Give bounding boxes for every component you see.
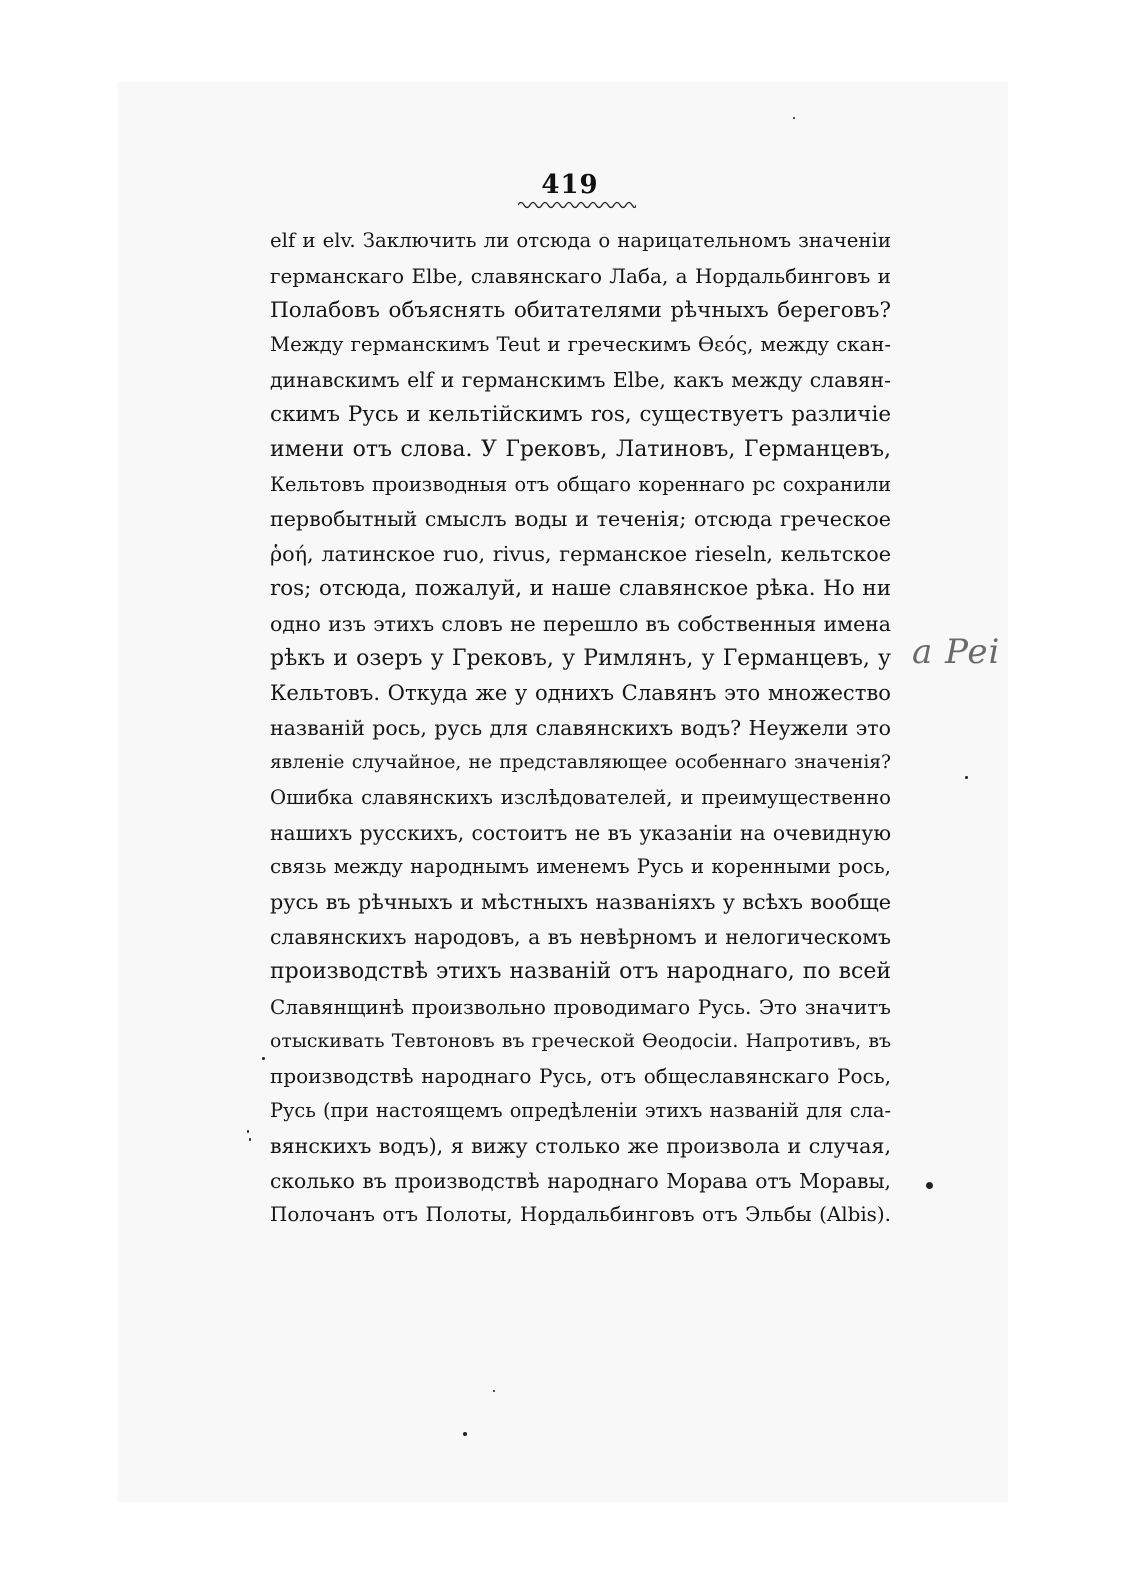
- scan-speck: [262, 1057, 265, 1060]
- text-line: Полабовъ объяснять обитателями рѣчныхъ береговъ?: [270, 297, 891, 323]
- text-line: Кельтовъ производныя отъ общаго кореннаго рс сохранили: [270, 472, 891, 496]
- text-line: elf и elv. Заключить ли отсюда о нарицательномъ значеніи: [270, 229, 891, 252]
- text-line: производствѣ этихъ названій отъ народнаго, по всей: [270, 958, 891, 984]
- body-text: [270, 224, 891, 1233]
- text-line: первобытный смыслъ воды и теченія; отсюда греческое: [270, 507, 891, 532]
- text-line: Кельтовъ. Откуда же у однихъ Славянъ это множество: [270, 680, 891, 706]
- text-line: явленіе случайное, не представляющее особеннаго значенія?: [270, 751, 891, 773]
- text-line: германскаго Elbe, славянскаго Лаба, а Нордальбинговъ и: [270, 263, 891, 288]
- text-line: рѣкъ и озеръ у Грековъ, у Римлянъ, у Германцевъ, у: [270, 645, 891, 671]
- text-line: русь въ рѣчныхъ и мѣстныхъ названіяхъ у всѣхъ вообще: [270, 890, 891, 915]
- scan-speck: [463, 1432, 467, 1436]
- text-line: славянскихъ народовъ, а въ невѣрномъ и нелогическомъ: [270, 924, 891, 949]
- handwritten-margin-note: a Pei: [912, 632, 1001, 672]
- scan-speck: [247, 1130, 249, 1133]
- text-line: отыскивать Тевтоновъ въ греческой Ѳеодосіи. Напротивъ, въ: [270, 1030, 891, 1053]
- text-line: названій рось, русь для славянскихъ водъ? Неужели это: [270, 716, 891, 741]
- scan-speck: [493, 1390, 495, 1392]
- text-line: ros; отсюда, пожалуй, и наше славянское рѣка. Но ни: [270, 575, 891, 601]
- scan-speck: [965, 776, 968, 779]
- scan-speck: [926, 1182, 933, 1189]
- scan-speck: [793, 117, 795, 119]
- text-line: сколько въ производствѣ народнаго Морава отъ Моравы,: [270, 1168, 891, 1193]
- page-number-ornament: [518, 200, 636, 210]
- text-line: Русь (при настоящемъ опредѣленіи этихъ названій для сла-: [270, 1098, 891, 1122]
- text-line: динавскимъ elf и германскимъ Elbe, какъ между славян-: [270, 368, 891, 393]
- text-line: Полочанъ отъ Полоты, Нордальбинговъ отъ Эльбы (Albis).: [270, 1203, 891, 1227]
- text-line: одно изъ этихъ словъ не перешло въ собственныя имена: [270, 611, 891, 636]
- text-line: Между германскимъ Teut и греческимъ Ѳεός, между скан-: [270, 333, 891, 357]
- text-line: ῥοή, латинское ruo, rivus, германское rieseln, кельтское: [270, 542, 891, 567]
- text-line: Ошибка славянскихъ изслѣдователей, и преимущественно: [270, 785, 891, 809]
- text-line: имени отъ слова. У Грековъ, Латиновъ, Германцевъ,: [270, 436, 891, 462]
- text-line: нашихъ русскихъ, состоитъ не въ указаніи на очевидную: [270, 820, 891, 845]
- text-line: производствѣ народнаго Русь, отъ общеславянскаго Рось,: [270, 1064, 891, 1089]
- text-line: скимъ Русь и кельтійскимъ ros, существуетъ различіе: [270, 401, 891, 427]
- text-line: вянскихъ водъ), я вижу столько же произвола и случая,: [270, 1133, 891, 1158]
- page-number: 419: [541, 170, 599, 200]
- text-line: связь между народнымъ именемъ Русь и коренными рось,: [270, 855, 891, 879]
- scan-speck: [249, 1138, 251, 1141]
- text-line: Славянщинѣ произвольно проводимаго Русь. Это значитъ: [270, 994, 891, 1019]
